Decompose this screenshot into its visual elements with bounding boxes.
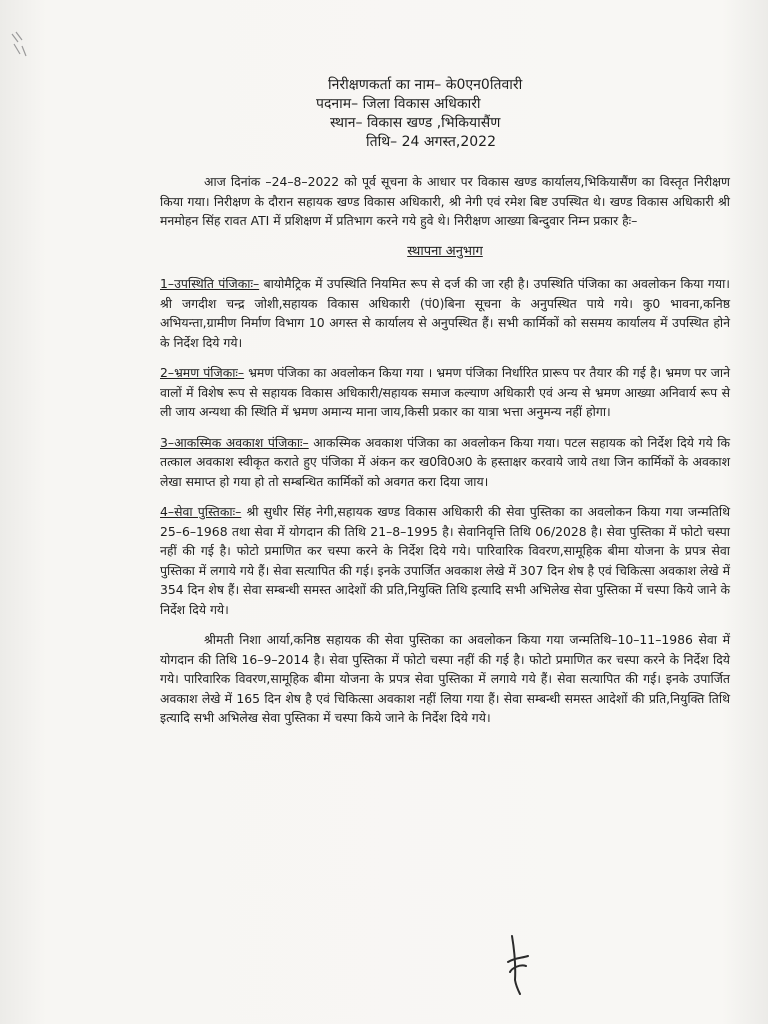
report-body: [160, 172, 730, 739]
item-tour-register: [160, 363, 730, 422]
item-label: 1–उपस्थिति पंजिकाः–: [160, 276, 260, 291]
section-heading-text: स्थापना अनुभाग: [407, 243, 483, 259]
item-attendance: [160, 274, 730, 352]
date: तिथि– 24 अगस्त,2022: [366, 134, 496, 150]
item-casual-leave: [160, 433, 730, 492]
location: स्थान– विकास खण्ड ,भिकियासैंण: [330, 115, 501, 131]
designation: पदनाम– जिला विकास अधिकारी: [316, 96, 481, 112]
punch-mark: [8, 30, 32, 58]
item-text: बायोमैट्रिक में उपस्थिति नियमित रूप से दर्ज की जा रही है। उपस्थिति पंजिका का अवलोकन किया गया। श्री जगदीश चन्द्र जोशी,सहायक विकास अधिकारी (पं0)बिना सूचना के अनुपस्थित पाये गये। कु0 भावना,कनिष्ठ अभियन्ता,ग्रामीण निर्माण विभाग 10 अगस्त से कार्यालय से अनुपस्थित हैं। सभी कार्मिकों को ससमय कार्यालय में उपस्थित होने के निर्देश दिये गये।: [160, 276, 730, 350]
signature-mark: [498, 928, 538, 998]
item-text: आकस्मिक अवकाश पंजिका का अवलोकन किया गया। पटल सहायक को निर्देश दिये गये कि तत्काल अवकाश स्वीकृत कराते हुए पंजिका में अंकन कर ख0वि0अ0 के हस्ताक्षर करवाये जाये तथा जिन कार्मिकों के अवकाश लेखा समाप्त हो गया हो तो सम्बन्धित कार्मिकों को अवगत करा दिया जाय।: [160, 434, 731, 489]
item-label: 3–आकस्मिक अवकाश पंजिकाः–: [160, 434, 309, 450]
inspection-header: [300, 76, 630, 152]
section-heading: [160, 242, 730, 262]
item-label: 4–सेवा पुस्तिकाः–: [160, 504, 242, 519]
inspector-name: निरीक्षणकर्ता का नाम– के0एन0तिवारी: [328, 77, 523, 93]
item-text: भ्रमण पंजिका का अवलोकन किया गया । भ्रमण पंजिका निर्धारित प्रारूप पर तैयार की गई है। भ्रमण पर जाने वालों में विशेष रूप से सहायक विकास अधिकारी/सहायक समाज कल्याण अधिकारी एवं अन्य से भ्रमण आख्या अनिवार्य रूप से ली जाय अन्यथा की स्थिति में भ्रमण अमान्य माना जाय,किसी प्रकार का यात्रा भत्ता अनुमन्य नहीं होगा।: [160, 365, 730, 419]
closing-paragraph: श्रीमती निशा आर्या,कनिष्ठ सहायक की सेवा पुस्तिका का अवलोकन किया गया जन्मतिथि–10–11–1986 सेवा में योगदान की तिथि 16–9–2014 है। सेवा पुस्तिका में फोटो चस्पा नहीं की गई है। फोटो प्रमाणित कर चस्पा करने के निर्देश दिये गये। पारिवारिक विवरण,सामूहिक बीमा योजना के प्रपत्र सेवा पुस्तिका में लगाये गये हैं। सेवा सत्यापित की गई। इनके उपार्जित अवकाश लेखे में 165 दिन शेष है एवं चिकित्सा अवकाश नहीं लिया गया हैं। सेवा सम्बन्धी समस्त आदेशों की प्रति,नियुक्ति तिथि इत्यादि सभी अभिलेख सेवा पुस्तिका में चस्पा किये जाने के निर्देश दिये गये।: [160, 632, 730, 725]
item-text: श्री सुधीर सिंह नेगी,सहायक खण्ड विकास अधिकारी की सेवा पुस्तिका का अवलोकन किया गया जन्मतिथि 25–6–1968 तथा सेवा में योगदान की तिथि 21–8–1995 है। सेवानिवृत्ति तिथि 06/2028 है। सेवा पुस्तिका में फोटो चस्पा नहीं की गई है। फोटो प्रमाणित कर चस्पा करने के निर्देश दिये गये। पारिवारिक विवरण,सामूहिक बीमा योजना के प्रपत्र सेवा पुस्तिका में लगाये गये हैं। सेवा सत्यापित की गई। इनके उपार्जित अवकाश लेखे में 307 दिन शेष है एवं चिकित्सा अवकाश लेखे में 354 दिन शेष हैं। सेवा सम्बन्धी समस्त आदेशों की प्रति,नियुक्ति तिथि इत्यादि सभी अभिलेख सेवा पुस्तिका में चस्पा किये जाने के निर्देश दिये गये।: [160, 504, 731, 617]
item-label: 2–भ्रमण पंजिकाः–: [160, 365, 245, 380]
item-service-book: [160, 502, 730, 619]
intro-paragraph: आज दिनांक –24–8–2022 को पूर्व सूचना के आधार पर विकास खण्ड कार्यालय,भिकियासैंण का विस्तृत निरीक्षण किया गया। निरीक्षण के दौरान सहायक खण्ड विकास अधिकारी, श्री नेगी एवं रमेश बिष्ट उपस्थित थे। खण्ड विकास अधिकारी श्री मनमोहन सिंह रावत ATI में प्रशिक्षण में प्रतिभाग करने गये हुवे थे। निरीक्षण आख्या बिन्दुवार निम्न प्रकार हैः–: [160, 174, 730, 228]
